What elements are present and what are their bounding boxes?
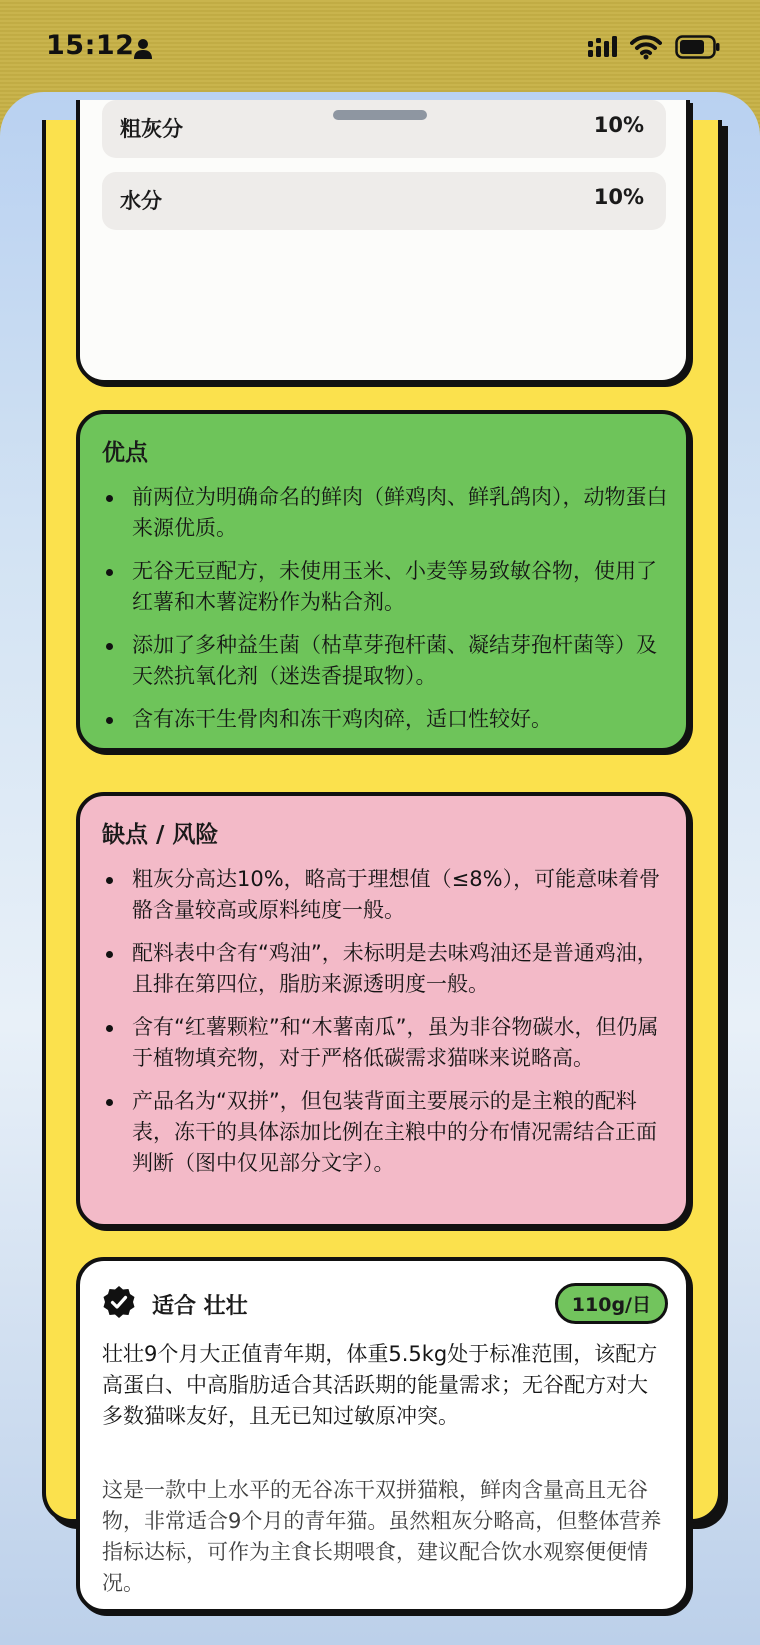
list-item: 无谷无豆配方，未使用玉米、小麦等易致敏谷物，使用了红薯和木薯淀粉作为粘合剂。: [102, 556, 668, 618]
nutrition-label: 粗灰分: [120, 117, 183, 141]
cons-card: [76, 792, 690, 1228]
pros-card: [76, 410, 690, 752]
suitability-card: [76, 1257, 690, 1613]
list-item: 含有“红薯颗粒”和“木薯南瓜”，虽为非谷物碳水，但仍属于植物填充物，对于严格低碳需求猫咪来说略高。: [102, 1012, 668, 1074]
person-icon: [133, 38, 153, 60]
status-time: 15:12: [46, 30, 135, 61]
nutrition-value: 10%: [593, 113, 644, 137]
nutrition-row-ash: [102, 100, 666, 158]
list-item: 产品名为“双拼”，但包装背面主要展示的是主粮的配料表，冻干的具体添加比例在主粮中的分布情况需结合正面判断（图中仅见部分文字）。: [102, 1086, 668, 1179]
suitability-title: 适合 壮壮: [152, 1294, 248, 1319]
nutrition-label: 水分: [120, 189, 162, 213]
nutrition-value: 10%: [593, 185, 644, 209]
cellular-signal-icon: [588, 36, 618, 58]
list-item: 配料表中含有“鸡油”，未标明是去味鸡油还是普通鸡油，且排在第四位，脂肪来源透明度一般。: [102, 938, 668, 1000]
sheet-grabber-handle[interactable]: [333, 110, 427, 120]
battery-icon: [675, 35, 721, 59]
suitability-text: 壮壮9个月大正值青年期，体重5.5kg处于标准范围，该配方高蛋白、中高脂肪适合其活跃期的能量需求；无谷配方对大多数猫咪友好，且无已知过敏原冲突。: [102, 1342, 658, 1428]
pros-title: 优点: [102, 440, 148, 466]
pros-list: [102, 482, 668, 747]
nutrition-row-moisture: [102, 172, 666, 230]
cons-title: 缺点 / 风险: [102, 822, 219, 848]
summary-text: 这是一款中上水平的无谷冻干双拼猫粮，鲜肉含量高且无谷物，非常适合9个月的青年猫。虽然粗灰分略高，但整体营养指标达标，可作为主食长期喂食，建议配合饮水观察便便情况。: [102, 1478, 662, 1595]
suitability-header: [102, 1283, 668, 1323]
list-item: 前两位为明确命名的鲜肉（鲜鸡肉、鲜乳鸽肉），动物蛋白来源优质。: [102, 482, 668, 544]
list-item: 含有冻干生骨肉和冻干鸡肉碎，适口性较好。: [102, 704, 668, 735]
verified-badge-icon: [102, 1285, 136, 1319]
report-frame: [42, 113, 722, 1595]
list-item: 添加了多种益生菌（枯草芽孢杆菌、凝结芽孢杆菌等）及天然抗氧化剂（迷迭香提取物）。: [102, 630, 668, 692]
cons-list: [102, 864, 668, 1191]
nutrition-card: [76, 100, 690, 384]
wifi-icon: [630, 34, 662, 60]
daily-amount-badge: 110g/日: [555, 1283, 668, 1324]
list-item: 粗灰分高达10%，略高于理想值（≤8%），可能意味着骨骼含量较高或原料纯度一般。: [102, 864, 668, 926]
